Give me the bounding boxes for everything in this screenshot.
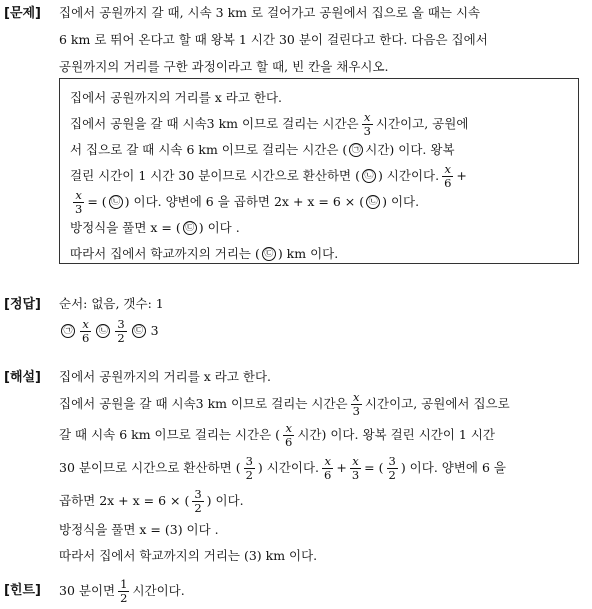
box-line: 방정식을 풀면 x = ( ㉢ ) 이다 . <box>70 219 240 235</box>
problem-line: 공원까지의 거리를 구한 과정이라고 할 때, 빈 칸을 채우시오. <box>59 59 389 75</box>
answer-value: 3 <box>150 322 159 338</box>
box-line: 서 집으로 갈 때 시속 6 km 이므로 걸리는 시간은 ( ㉠ 시간) 이다. 왕복 <box>70 141 455 157</box>
blank-marker-3: ㉢ <box>183 221 197 235</box>
problem-text <box>59 0 586 81</box>
problem-line: 6 km 로 뛰어 온다고 할 때 왕복 1 시간 30 분이 걸린다고 한다. 다음은 집에서 <box>59 32 488 48</box>
blank-marker-2: ㉡ <box>366 195 380 209</box>
problem-tag: [문제] <box>4 6 41 21</box>
explanation-line: 방정식을 풀면 x = (3) 이다 . <box>59 521 219 537</box>
blank-marker-1: ㉠ <box>61 324 75 338</box>
fraction-1-over-2: $\frac{1}{2}$ <box>120 577 128 605</box>
fraction-3-over-2: $\frac{3}{2}$ <box>194 487 202 515</box>
fraction-3-over-2: $\frac{3}{2}$ <box>117 317 125 345</box>
fraction-x-over-3: $\frac{x}{3}$ <box>75 189 83 215</box>
explanation-tag: [해설] <box>4 370 41 385</box>
fraction-3-over-2: $\frac{3}{2}$ <box>388 454 396 482</box>
box-line: $\frac{x}{3}$ = ( ㉡ ) 이다. 양변에 6 을 곱하면 2x + x = 6 × ( ㉡ ) 이다. <box>75 189 420 215</box>
explanation-line: 갈 때 시속 6 km 이므로 걸리는 시간은 ( $\frac{x}{6}$ 시간) 이다. 왕복 걸린 시간이 1 시간 <box>59 421 495 449</box>
fraction-x-over-3: $\frac{x}{3}$ <box>351 454 360 482</box>
blank-marker-2: ㉡ <box>109 195 123 209</box>
answer-text <box>59 292 586 346</box>
fraction-x-over-3: $\frac{x}{3}$ <box>352 390 360 418</box>
box-line: 집에서 공원을 갈 때 시속3 km 이므로 걸리는 시간은 $\frac{x}{3}$ 시간이고, 공원에 <box>70 111 469 137</box>
explanation-line: 집에서 공원까지의 거리를 x 라고 한다. <box>59 368 272 384</box>
explanation-line: 30 분이므로 시간으로 환산하면 ( $\frac{3}{2}$ ) 시간이다. $\frac{x}{6}$ + $\frac{x}{3}$ = ( $\frac{3}{2}$ ) 이다. 양변에 6 을 <box>59 454 506 482</box>
answer-blanks <box>59 316 586 346</box>
hint-line: 30 분이면 $\frac{1}{2}$ 시간이다. <box>59 577 185 605</box>
blank-marker-3: ㉢ <box>262 247 276 261</box>
blank-marker-1: ㉠ <box>349 143 363 157</box>
fraction-x-over-6: $\frac{x}{6}$ <box>82 317 90 345</box>
explanation-line: 곱하면 2x + x = 6 × ( $\frac{3}{2}$ ) 이다. <box>59 487 244 515</box>
hint-text <box>59 576 586 606</box>
box-line: 걸린 시간이 1 시간 30 분이므로 시간으로 환산하면 ( ㉡ ) 시간이다. $\frac{x}{6}$ + <box>70 163 467 189</box>
blank-marker-2: ㉡ <box>362 169 376 183</box>
problem-line: 집에서 공원까지 갈 때, 시속 3 km 로 걸어가고 공원에서 집으로 올 때는 시속 <box>59 5 481 21</box>
answer-line: 순서: 없음, 갯수: 1 <box>59 295 164 311</box>
box-line: 따라서 집에서 학교까지의 거리는 ( ㉢ ) km 이다. <box>70 245 339 261</box>
fraction-x-over-6: $\frac{x}{6}$ <box>444 163 452 189</box>
explanation-line: 집에서 공원을 갈 때 시속3 km 이므로 걸리는 시간은 $\frac{x}{3}$ 시간이고, 공원에서 집으로 <box>59 390 510 418</box>
explanation-line: 따라서 집에서 학교까지의 거리는 (3) km 이다. <box>59 547 318 563</box>
box-line: 집에서 공원까지의 거리를 x 라고 한다. <box>70 89 283 105</box>
fraction-x-over-3: $\frac{x}{3}$ <box>363 111 371 137</box>
blank-marker-2: ㉡ <box>96 324 110 338</box>
explanation-text <box>59 365 586 569</box>
hint-tag: [힌트] <box>4 583 41 598</box>
blank-marker-3: ㉢ <box>132 324 146 338</box>
fraction-x-over-6: $\frac{x}{6}$ <box>324 454 332 482</box>
fraction-3-over-2: $\frac{3}{2}$ <box>245 454 253 482</box>
answer-tag: [정답] <box>4 297 41 312</box>
solution-process-box <box>59 78 579 264</box>
fraction-x-over-6: $\frac{x}{6}$ <box>285 421 293 449</box>
